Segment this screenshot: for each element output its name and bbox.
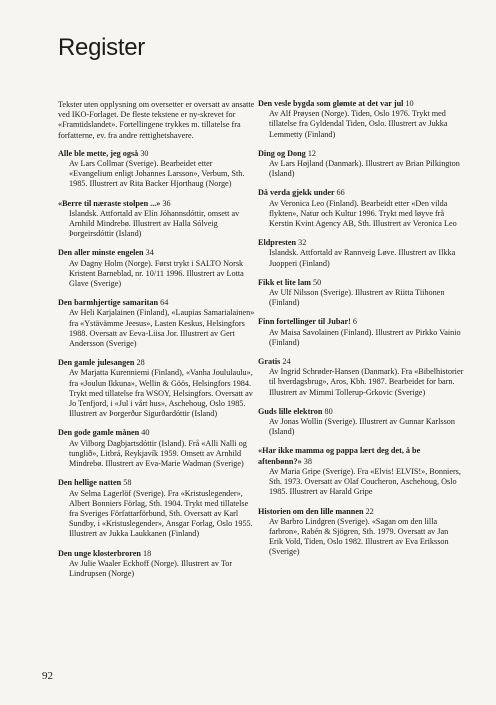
entry-title	[58, 298, 258, 308]
entry-page-number: 50	[313, 277, 322, 287]
register-entry	[258, 238, 464, 269]
register-entry	[258, 507, 464, 558]
entry-title	[258, 407, 464, 417]
entry-title	[58, 248, 258, 258]
register-entry	[58, 358, 258, 419]
entry-body: Av Jonas Wollin (Sverige). Illustrert av Gunnar Karlsson (Island)	[269, 417, 455, 437]
entry-title	[258, 507, 464, 517]
entry-body: Islandsk. Attfortald av Rannveig Løve. Illustrert av Ilkka Juopperi (Finland)	[269, 248, 456, 268]
entry-title	[58, 428, 258, 438]
entry-page-number: 6	[352, 317, 358, 327]
entry-title-text: Den aller minste engelen	[58, 248, 144, 258]
entry-title	[58, 149, 258, 159]
entry-page-number: 24	[282, 357, 291, 367]
entry-body: Av Maria Gripe (Sverige). Fra «Elvis! ELVIS!», Bonniers, Sth. 1973. Oversatt av Olaf Coucheron, Aschehoug, Oslo 1985. Illustrert av Harald Gripe	[269, 466, 461, 497]
register-entry	[258, 149, 464, 180]
register-entry	[58, 199, 258, 240]
entry-title-text: Då verda gjekk under	[258, 188, 335, 198]
entry-title-text: Guds lille elektron	[258, 406, 323, 416]
register-entry	[258, 278, 464, 309]
left-column	[58, 100, 258, 588]
entry-body: Av Selma Lagerlöf (Sverige). Fra «Kristuslegender», Albert Bonniers Förlag, Sth. 1904. Trykt med tillatelse fra Sveriges Författarförbund, Sth. Oversatt av Karl Sundby, i «Kristuslegender», Ansgar Forlag, Oslo 1955. Illustrert av Jukka Laukkanen (Finland)	[69, 488, 253, 539]
register-entry	[258, 407, 464, 438]
entry-body: Av Lars Højland (Danmark). Illustrert av Brian Pilkington (Island)	[269, 159, 460, 179]
entry-title-text: Gratis	[258, 357, 281, 367]
entry-title	[58, 478, 258, 488]
entry-body: Av Ulf Nilsson (Sverige). Illustrert av Riitta Tiihonen (Finland)	[269, 288, 445, 308]
entry-title-text: Den hellige natten	[58, 478, 122, 488]
entry-title	[258, 446, 464, 466]
entry-page-number: 28	[136, 358, 145, 368]
entry-page-number: 12	[307, 148, 317, 158]
register-entry	[258, 446, 464, 497]
entry-body: Av Julie Waaler Eckhoff (Norge). Illustrert av Tor Lindrupsen (Norge)	[69, 558, 233, 578]
right-column	[258, 99, 464, 567]
entry-title	[258, 188, 464, 198]
register-entry	[58, 149, 258, 190]
entry-title-text: Finn fortellinger til Jubar!	[258, 317, 351, 327]
entry-title-text: Ding og Dong	[258, 148, 306, 158]
entry-page-number: 10	[405, 99, 414, 108]
entry-title	[258, 357, 464, 367]
entry-title-text: Den gode gamle månen	[58, 428, 140, 438]
register-entry	[58, 428, 258, 469]
entry-title-text: Eldpresten	[258, 238, 297, 248]
register-entry	[258, 188, 464, 229]
entry-title	[258, 149, 464, 159]
register-entry	[58, 549, 258, 580]
entry-page-number: 64	[160, 298, 169, 308]
entry-title-text: «Har ikke mamma og pappa lært deg det, å be aftenbønn?»	[258, 446, 421, 466]
entry-title-text: Den gamle julesangen	[58, 358, 135, 368]
entry-body: Av Maisa Savolainen (Finland). Illustrert av Pirkko Vainio (Finland)	[269, 327, 461, 347]
entry-body: Av Marjatta Kurenniemi (Finland), «Vanha Joululaulu», fra «Joulun Ikkuna», Wellin & Göös, Helsingfors 1984. Trykt med tillatelse fra WSOY, Helsingfors. Oversatt av Jo Tenfjord, i «Jul i vårt hus», Aschehoug, Oslo 1985. Illustrert av Þorgerður Sigurðardóttir (Island)	[69, 368, 253, 419]
entry-title	[258, 238, 464, 248]
entry-title	[58, 549, 258, 559]
register-entry	[58, 248, 258, 289]
register-entry	[58, 298, 258, 349]
entry-page-number: 36	[162, 198, 171, 208]
entry-body: Av Alf Prøysen (Norge). Tiden, Oslo 1976. Trykt med tillatelse fra Gyldendal Tiden, Oslo. Illustrert av Jukka Lemmetty (Finland)	[269, 109, 448, 139]
entry-title	[258, 99, 464, 109]
entry-title	[58, 199, 258, 209]
entry-body: Av Ingrid Schrøder-Hansen (Danmark). Fra «Bibelhistorier til hverdagsbrug», Aros, Kbh. 1987. Bearbeidet for barn. Illustrert av Mimmi Tollerup-Grkovic (Sverige)	[269, 367, 464, 397]
entry-page-number: 22	[365, 506, 374, 516]
entry-body: Av Vilborg Dagbjartsdóttir (Island). Frå «Alli Nalli og tunglið», Litbrá, Reykjavík 1959. Omsett av Arnhild Mindrebø. Illustrert av Eva-Marie Wadman (Sverige)	[69, 438, 247, 469]
register-entry	[258, 99, 464, 140]
entry-body: Islandsk. Attfortald av Elín Jóhannsdóttir, omsett av Arnhild Mindrebø. Illustrert av Halla Sólveig Þorgeirsdóttir (Island)	[69, 208, 240, 239]
entry-page-number: 40	[141, 428, 150, 438]
entry-title-text: Den vesle bygda som glømte at det var jul	[258, 99, 404, 108]
entry-title-text: Den barmhjertige samaritan	[58, 298, 159, 308]
entry-title	[258, 278, 464, 288]
entry-body: Av Dagny Holm (Norge). Først trykt i SALTO Norsk Kristent Barneblad, nr. 10/11 1996. Illustrert av Lotta Glave (Sverige)	[69, 258, 244, 289]
entry-page-number: 32	[298, 238, 307, 248]
entry-page-number: 58	[123, 478, 132, 488]
page-title: Register	[58, 34, 145, 61]
entry-body: Av Veronica Leo (Finland). Bearbeidt etter «Den vilda flykten», Natur och Kultur 1996. Trykt med løyve frå Kerstin Kvint Agency AB, Sth. Illustrert av Veronica Leo	[269, 198, 457, 229]
entry-title-text: Historien om den lille mannen	[258, 506, 364, 516]
entry-title	[258, 317, 464, 327]
entry-page-number: 80	[324, 406, 333, 416]
register-entry	[258, 317, 464, 348]
entry-body: Av Lars Collmar (Sverige). Bearbeidet etter «Evangelium enligt Johannes Larsson», Verbum, Sth. 1985. Illustrert av Rita Backer Hjorthaug (Norge)	[69, 159, 245, 189]
entry-page-number: 66	[336, 188, 345, 198]
page-number: 92	[42, 670, 53, 682]
register-entry	[258, 357, 464, 398]
entry-title-text: Fikk et lite lam	[258, 277, 311, 287]
entry-title-text: «Berre til næraste stolpen ...»	[58, 198, 161, 208]
entry-title-text: Alle ble mette, jeg også	[58, 148, 139, 158]
entry-title	[58, 358, 258, 368]
entry-title-text: Den unge klosterbroren	[58, 548, 141, 558]
entry-body: Av Barbro Lindgren (Sverige). «Sagan om den lilla farbron», Rabén & Sjögren, Sth. 1979. Oversatt av Jan Erik Vold, Tiden, Oslo 1982. Illustrert av Eva Eriksson (Sverige)	[269, 516, 449, 557]
register-entry	[58, 478, 258, 539]
intro-paragraph: Tekster uten opplysning om oversetter er oversatt av ansatte ved IKO-Forlaget. De fleste tekstene er ny-skrevet for «Framtidslandet». Fortellingene trykkes m. tillatelse fra forfatterne, ev. fra andre rettighetshavere.	[58, 100, 255, 140]
entry-page-number: 38	[303, 456, 312, 466]
entry-page-number: 18	[143, 548, 152, 558]
entry-page-number: 30	[140, 148, 149, 158]
entry-page-number: 34	[145, 248, 154, 258]
entry-body: Av Heli Karjalainen (Finland), «Laupias Samarialainen» fra «Ystävämme Jeesus», Lasten Keskus, Helsingfors 1988. Oversatt av Eeva-Liisa Jor. Illustrert av Gert Andersson (Sverige)	[69, 308, 255, 349]
